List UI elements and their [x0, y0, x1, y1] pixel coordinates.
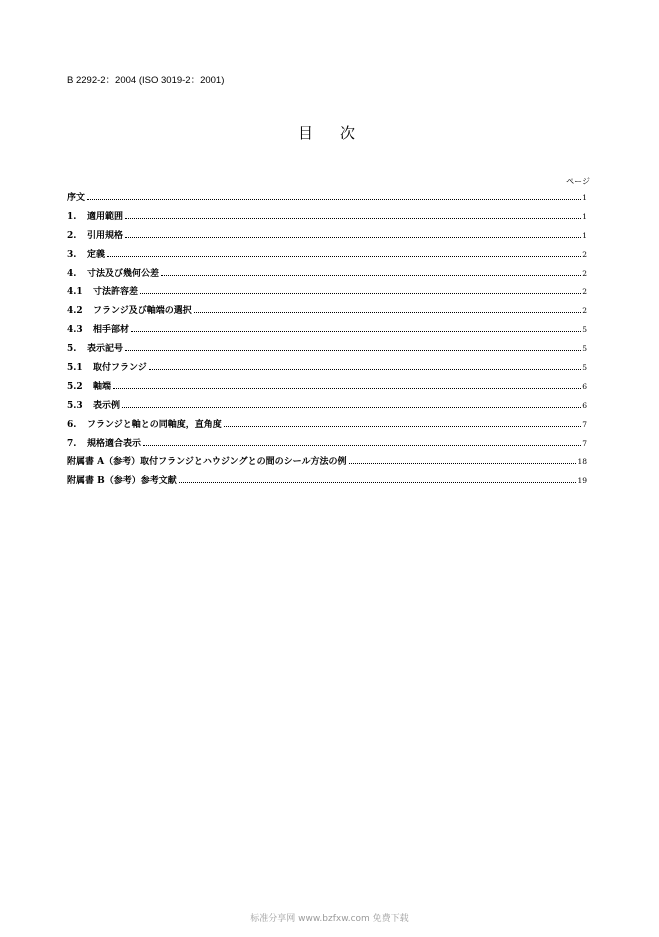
toc-entry-number: 4.2 — [67, 306, 83, 317]
toc-entry-title: 表示例 — [93, 400, 121, 411]
toc-entry-page: 6 — [582, 381, 587, 391]
toc-entry-title: 寸法許容差 — [93, 287, 139, 298]
toc-entry[interactable] — [67, 379, 587, 398]
watermark-footer: 标准分享网 www.bzfxw.com 免费下载 — [250, 914, 409, 924]
toc-entry-title: 取付フランジ — [93, 363, 147, 374]
toc-leader-dots — [113, 387, 581, 389]
toc-leader-dots — [179, 481, 577, 483]
toc-entry-page: 7 — [582, 419, 587, 429]
toc-entry-title: 規格適合表示 — [87, 438, 142, 449]
toc-leader-dots — [87, 198, 581, 200]
toc-entry-number: 3. — [67, 249, 77, 260]
toc-entry-page: 5 — [582, 325, 587, 335]
toc-entry-page: 2 — [582, 268, 587, 278]
toc-entry-number: 5.3 — [67, 400, 83, 411]
toc-entry-number: 5.1 — [67, 363, 83, 374]
toc-entry-page: 1 — [582, 193, 587, 202]
toc-entry-title: 序文 — [67, 193, 86, 203]
toc-entry-number: 7. — [67, 438, 77, 449]
toc-leader-dots — [349, 462, 577, 464]
toc-entry[interactable] — [67, 417, 587, 436]
toc-entry-title: 附属書 B（参考）参考文献 — [67, 476, 177, 487]
toc-entry-page: 6 — [582, 400, 587, 410]
toc-entry[interactable] — [67, 454, 587, 473]
toc-entry-title: フランジと軸との同軸度，直角度 — [87, 419, 222, 430]
toc-entry-page: 2 — [582, 306, 587, 316]
toc-entry-title: 寸法及び幾何公差 — [87, 268, 160, 279]
toc-entry-page: 2 — [582, 287, 587, 297]
toc-entry[interactable] — [67, 322, 587, 341]
toc-entry[interactable] — [67, 266, 587, 285]
toc-leader-dots — [125, 236, 581, 238]
toc-entry-title: フランジ及び軸端の選択 — [93, 306, 192, 317]
toc-entry-title: 引用規格 — [87, 230, 124, 241]
toc-entry-title: 定義 — [87, 249, 106, 260]
toc-entry-page: 19 — [577, 476, 587, 486]
toc-entry-title: 表示記号 — [87, 344, 124, 355]
toc-entry-number: 6. — [67, 419, 77, 430]
toc-leader-dots — [125, 217, 581, 219]
toc-entry-number: 5. — [67, 344, 77, 355]
toc-entry-number: 4.3 — [67, 325, 83, 336]
toc-entry[interactable] — [67, 228, 587, 247]
toc-entry-title: 軸端 — [93, 381, 112, 392]
toc-entry[interactable] — [67, 303, 587, 322]
toc-leader-dots — [224, 425, 581, 427]
toc-leader-dots — [140, 292, 581, 294]
toc-entry[interactable] — [67, 341, 587, 360]
toc-leader-dots — [143, 444, 581, 446]
page-column-label: ページ — [566, 177, 590, 186]
toc-entry-page: 2 — [582, 249, 587, 259]
toc-entry-title: 相手部材 — [93, 325, 130, 336]
toc-entry-page: 5 — [582, 363, 587, 373]
toc-entry-title: 附属書 A（参考）取付フランジとハウジングとの間のシール方法の例 — [67, 457, 347, 468]
toc-entry[interactable] — [67, 209, 587, 228]
toc-leader-dots — [161, 274, 581, 276]
toc-leader-dots — [194, 311, 581, 313]
toc-entry-page: 1 — [582, 211, 587, 221]
toc-entry-number: 2. — [67, 230, 77, 241]
toc-entry[interactable] — [67, 247, 587, 266]
toc-leader-dots — [107, 255, 581, 257]
toc-entry-title: 適用範囲 — [87, 211, 124, 222]
toc-entry-page: 7 — [582, 438, 587, 448]
toc-leader-dots — [125, 349, 581, 351]
toc-entry[interactable] — [67, 190, 587, 209]
toc-leader-dots — [131, 330, 581, 332]
toc-entry[interactable] — [67, 360, 587, 379]
toc-entry-number: 5.2 — [67, 381, 83, 392]
toc-entry[interactable] — [67, 398, 587, 417]
toc-entry-page: 18 — [577, 457, 587, 467]
page-title: 目 次 — [297, 124, 361, 142]
toc-entry-page: 1 — [582, 230, 587, 240]
toc-entry-number: 1. — [67, 211, 77, 222]
toc-entry-page: 5 — [582, 344, 587, 354]
toc-entry[interactable] — [67, 436, 587, 455]
toc-entry-number: 4. — [67, 268, 77, 279]
toc-leader-dots — [122, 406, 581, 408]
page-header: B 2292-2：2004 (ISO 3019-2：2001) — [67, 75, 225, 86]
toc-entry-number: 4.1 — [67, 287, 83, 298]
table-of-contents — [67, 190, 587, 492]
toc-entry[interactable] — [67, 473, 587, 492]
toc-leader-dots — [149, 368, 581, 370]
toc-entry[interactable] — [67, 284, 587, 303]
